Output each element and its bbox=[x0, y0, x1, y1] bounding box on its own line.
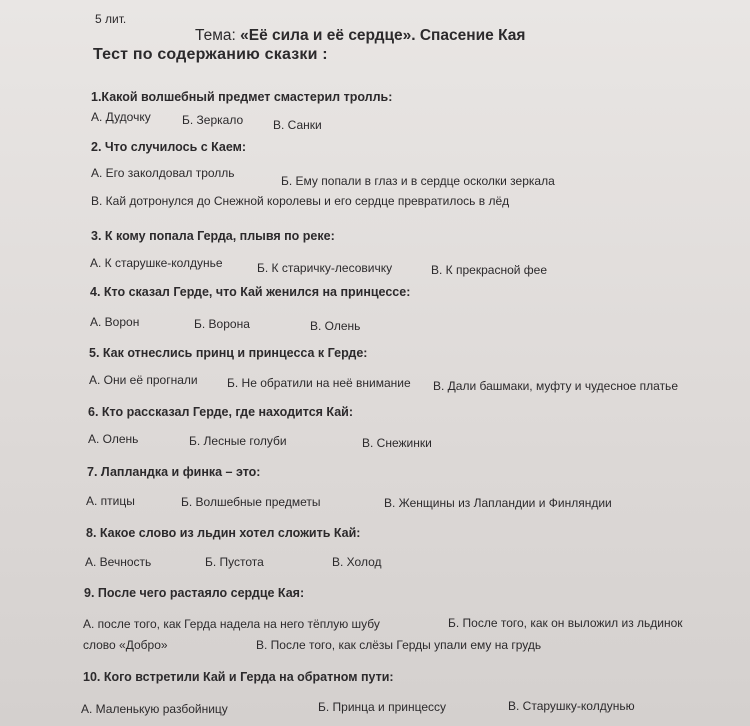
option-10b: Б. Принца и принцессу bbox=[318, 700, 447, 714]
option-9a: А. после того, как Герда надела на него тёплую шубу bbox=[83, 617, 380, 631]
option-5c: В. Дали башмаки, муфту и чудесное платье bbox=[433, 379, 678, 393]
option-9b-continued: слово «Добро» bbox=[83, 638, 168, 652]
question-4: 4. Кто сказал Герде, что Кай женился на принцессе: bbox=[90, 285, 411, 299]
option-6a: А. Олень bbox=[88, 432, 139, 446]
option-9b: Б. После того, как он выложил из льдинок bbox=[448, 616, 683, 630]
option-6b: Б. Лесные голуби bbox=[189, 434, 287, 448]
option-7a: А. птицы bbox=[86, 494, 135, 508]
option-4c: В. Олень bbox=[310, 319, 361, 333]
test-title: Тест по содержанию сказки : bbox=[93, 46, 328, 63]
grade-label: 5 лит. bbox=[95, 12, 127, 26]
option-8c: В. Холод bbox=[332, 555, 382, 569]
question-1: 1.Какой волшебный предмет смастерил тролль: bbox=[91, 90, 393, 104]
option-10a: А. Маленькую разбойницу bbox=[81, 702, 228, 716]
option-6c: В. Снежинки bbox=[362, 436, 432, 450]
option-1b: Б. Зеркало bbox=[182, 113, 244, 127]
option-2a: А. Его заколдовал тролль bbox=[91, 166, 235, 180]
option-2c: В. Кай дотронулся до Снежной королевы и его сердце превратилось в лёд bbox=[91, 194, 510, 208]
question-9: 9. После чего растаяло сердце Кая: bbox=[84, 586, 305, 600]
option-1c: В. Санки bbox=[273, 118, 322, 132]
topic-line bbox=[195, 27, 525, 45]
option-7c: В. Женщины из Лапландии и Финляндии bbox=[384, 496, 612, 510]
option-7b: Б. Волшебные предметы bbox=[181, 495, 321, 509]
option-1a: А. Дудочку bbox=[91, 110, 151, 124]
question-10: 10. Кого встретили Кай и Герда на обратном пути: bbox=[83, 670, 394, 684]
option-4a: А. Ворон bbox=[90, 315, 140, 329]
topic-title: «Её сила и её сердце». Спасение Кая bbox=[240, 27, 526, 44]
option-3b: Б. К старичку-лесовичку bbox=[257, 261, 393, 275]
option-4b: Б. Ворона bbox=[194, 317, 250, 331]
question-3: 3. К кому попала Герда, плывя по реке: bbox=[91, 229, 335, 243]
question-2: 2. Что случилось с Каем: bbox=[91, 140, 247, 154]
option-5a: А. Они её прогнали bbox=[89, 373, 198, 387]
question-6: 6. Кто рассказал Герде, где находится Кай: bbox=[88, 405, 353, 419]
option-2b: Б. Ему попали в глаз и в сердце осколки зеркала bbox=[281, 174, 555, 188]
option-10c: В. Старушку-колдунью bbox=[508, 699, 635, 713]
question-5: 5. Как отнеслись принц и принцесса к Герде: bbox=[89, 346, 368, 360]
option-8a: А. Вечность bbox=[85, 555, 152, 569]
question-8: 8. Какое слово из льдин хотел сложить Кай: bbox=[86, 526, 361, 540]
topic-prefix: Тема: bbox=[195, 27, 236, 44]
option-8b: Б. Пустота bbox=[205, 555, 264, 569]
option-3c: В. К прекрасной фее bbox=[431, 263, 547, 277]
question-7: 7. Лапландка и финка – это: bbox=[87, 465, 261, 479]
option-9c: В. После того, как слёзы Герды упали ему на грудь bbox=[256, 638, 542, 652]
option-3a: А. К старушке-колдунье bbox=[90, 256, 223, 270]
option-5b: Б. Не обратили на неё внимание bbox=[227, 376, 411, 390]
